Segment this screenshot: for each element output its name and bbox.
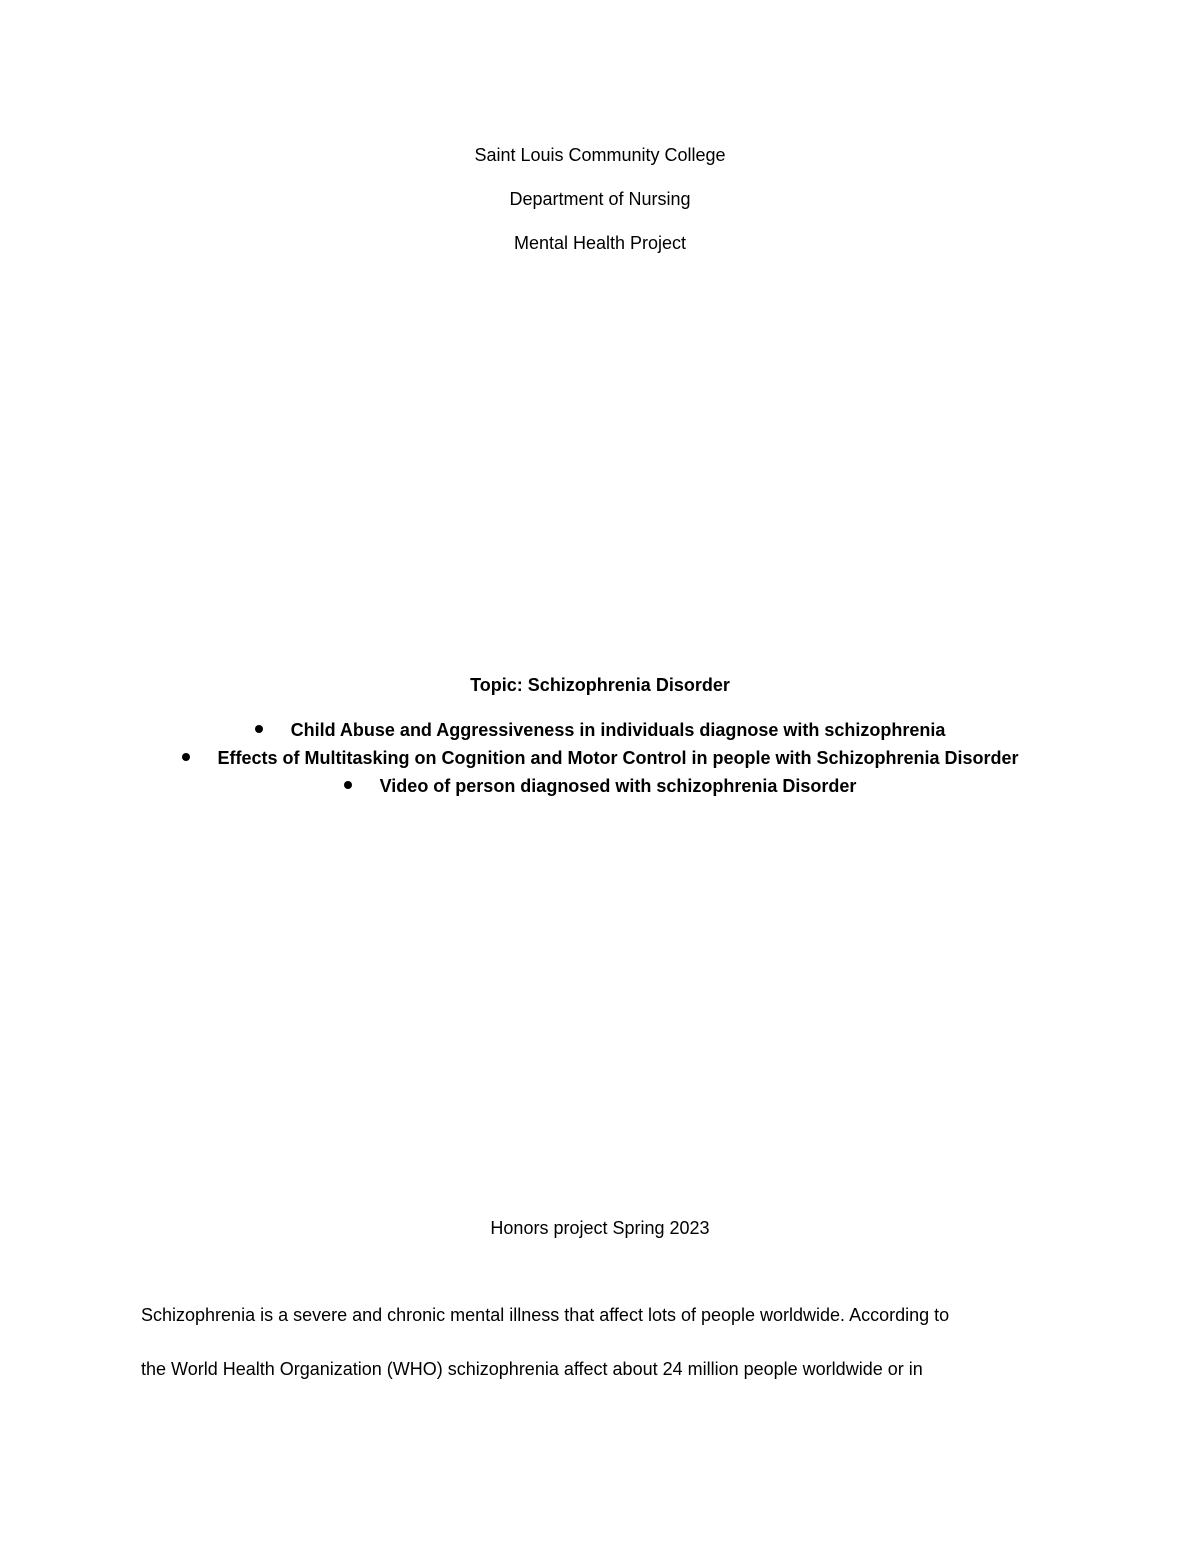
bullet-icon — [344, 781, 352, 789]
list-item-text: Effects of Multitasking on Cognition and Motor Control in people with Schizophrenia Disorder — [217, 748, 1019, 768]
bullet-icon — [182, 753, 190, 761]
body-paragraph-line: the World Health Organization (WHO) schizophrenia affect about 24 million people worldwide or in — [141, 1359, 923, 1379]
institution-name: Saint Louis Community College — [474, 145, 726, 165]
list-item-text: Child Abuse and Aggressiveness in individuals diagnose with schizophrenia — [290, 720, 946, 740]
topic-heading: Topic: Schizophrenia Disorder — [470, 675, 730, 695]
list-item — [0, 744, 1200, 772]
term-label: Honors project Spring 2023 — [490, 1218, 710, 1238]
list-item-text: Video of person diagnosed with schizophrenia Disorder — [379, 776, 857, 796]
project-title: Mental Health Project — [513, 233, 687, 253]
list-item — [0, 716, 1200, 744]
list-item — [0, 772, 1200, 800]
topic-list — [0, 716, 1200, 800]
department-name: Department of Nursing — [509, 189, 691, 209]
bullet-icon — [255, 725, 263, 733]
body-paragraph-line: Schizophrenia is a severe and chronic mental illness that affect lots of people worldwide. According to — [141, 1305, 950, 1325]
